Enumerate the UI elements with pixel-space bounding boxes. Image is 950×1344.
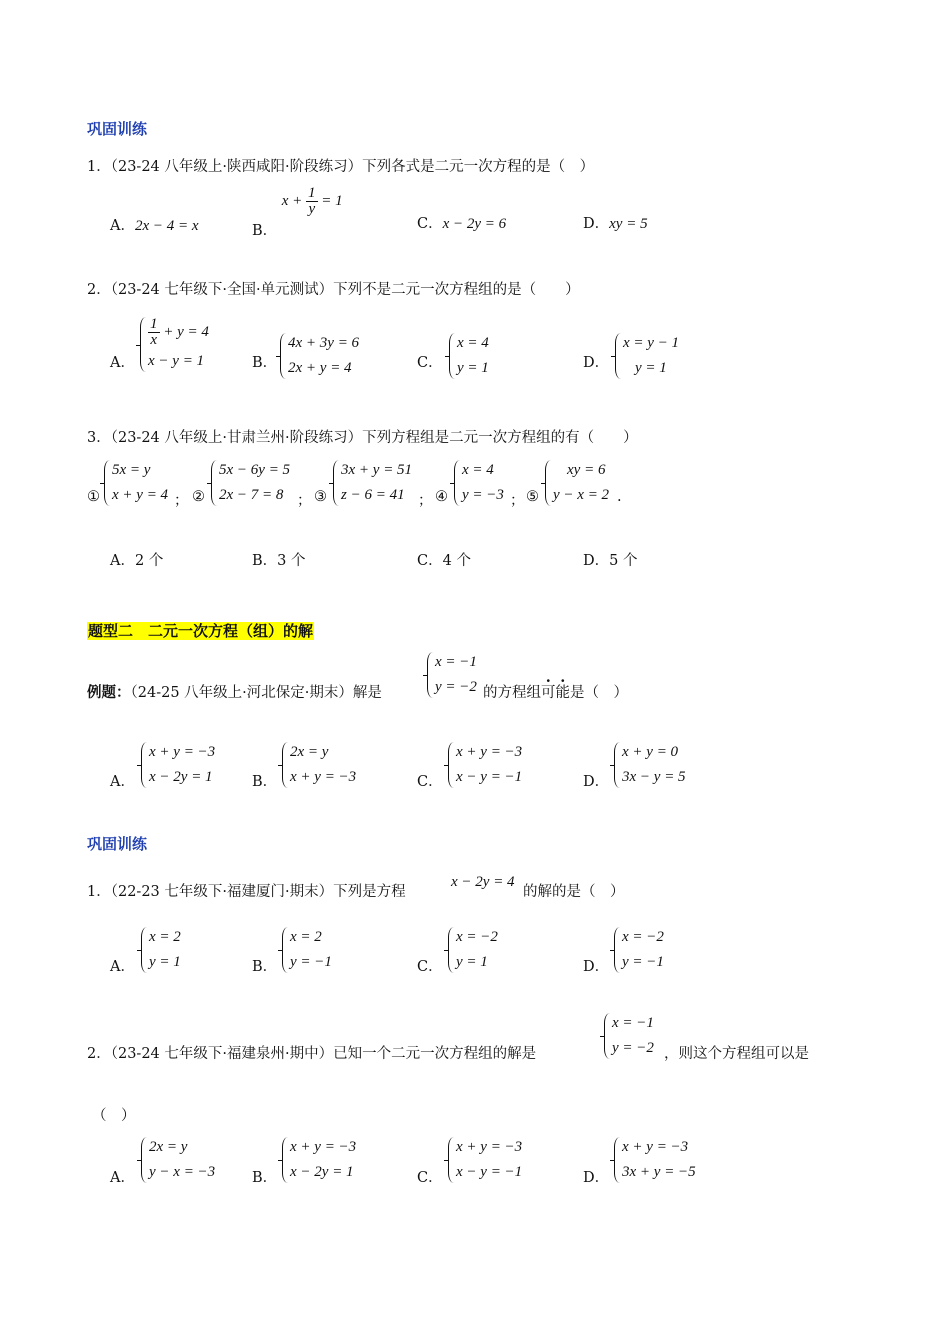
option-letter: D． <box>583 553 610 569</box>
solution-system <box>604 1011 654 1061</box>
question-1-stem <box>87 155 594 176</box>
equation-system <box>614 925 664 975</box>
separator: ； <box>510 493 525 509</box>
equation-system <box>614 1135 696 1185</box>
question-number: 2． <box>87 1046 111 1062</box>
equation-line: x − y = −1 <box>456 769 523 785</box>
option-text: 4 个 <box>442 553 471 569</box>
option-d[interactable] <box>583 955 609 976</box>
option-letter: C． <box>417 959 443 975</box>
equation-line: x = 2 <box>290 929 322 945</box>
brace-icon <box>454 460 461 506</box>
option-d[interactable] <box>583 1166 609 1187</box>
question-text: （23-24 七年级下·福建泉州·期中）已知一个二元一次方程组的解是 <box>110 1046 537 1062</box>
question-text: （22-23 七年级下·福建厦门·期末）下列是方程 <box>110 884 406 900</box>
equation-line: y − x = 2 <box>553 487 610 503</box>
equation-line: y = −1 <box>290 954 332 970</box>
brace-icon <box>282 927 289 973</box>
system-mark-2: ② <box>192 489 205 505</box>
equation-line: y = 1 <box>635 360 667 376</box>
separator: ； <box>418 493 433 509</box>
section-heading-practice-2: 巩固训练 <box>87 835 148 853</box>
fraction-denominator: x <box>150 332 158 349</box>
question-text: （23-24 七年级下·全国·单元测试）下列不是二元一次方程组的是（ ） <box>110 282 580 298</box>
equation-system <box>141 1135 215 1185</box>
section-heading-type-2 <box>87 620 314 641</box>
option-letter: D． <box>583 774 610 790</box>
equation-line: x + y = 4 <box>112 487 169 503</box>
system-mark-1: ① <box>87 489 100 505</box>
option-c[interactable] <box>417 955 443 976</box>
fraction <box>148 317 160 348</box>
option-d[interactable] <box>583 212 648 233</box>
brace-icon <box>448 927 455 973</box>
option-letter: A． <box>110 355 135 371</box>
option-a[interactable] <box>110 549 163 570</box>
equation-line: x − y = −1 <box>456 1164 523 1180</box>
equation-line: 2x + y = 4 <box>288 360 352 376</box>
option-a[interactable] <box>110 1166 135 1187</box>
equation-line: x = −1 <box>612 1015 654 1031</box>
system-mark-4: ④ <box>435 489 448 505</box>
system-mark-3: ③ <box>314 489 327 505</box>
equation-line: x + y = −3 <box>456 1139 523 1155</box>
fraction <box>306 186 318 217</box>
option-a[interactable] <box>110 955 135 976</box>
equation-line: 5x − 6y = 5 <box>219 462 291 478</box>
equation-inline: x − 2y = 4 <box>451 874 515 890</box>
option-letter: B． <box>252 774 278 790</box>
equation-line: y = −2 <box>435 679 477 695</box>
option-letter: C． <box>417 216 443 232</box>
equation-system <box>448 925 498 975</box>
option-letter: B． <box>252 553 278 569</box>
option-b[interactable] <box>252 185 343 239</box>
brace-icon <box>615 333 622 379</box>
equation-line: 2x = y <box>149 1139 188 1155</box>
option-expression <box>281 185 343 217</box>
brace-icon <box>427 652 434 698</box>
option-letter: A． <box>110 1170 135 1186</box>
brace-icon <box>614 742 621 788</box>
brace-icon <box>614 1137 621 1183</box>
example-stem-continued <box>483 681 628 702</box>
question-text-continued: ，则这个方程组可以是 <box>664 1046 809 1062</box>
example-stem <box>87 681 382 702</box>
equation-line: y = 1 <box>456 954 488 970</box>
equation-system <box>211 458 290 508</box>
brace-icon <box>604 1013 611 1059</box>
equation-line: z − 6 = 41 <box>341 487 405 503</box>
equation-system <box>141 740 215 790</box>
question-number: 2． <box>87 282 111 298</box>
option-expression: xy = 5 <box>609 216 648 232</box>
equation-line: y = −1 <box>622 954 664 970</box>
brace-icon <box>333 460 340 506</box>
equation-system <box>448 1135 522 1185</box>
question-1-stem <box>87 880 406 901</box>
question-text: （24-25 八年级上·河北保定·期末）解是 <box>130 685 382 701</box>
option-c[interactable] <box>417 770 443 791</box>
option-letter: A． <box>110 218 135 234</box>
question-text: （23-24 八年级上·甘肃兰州·阶段练习）下列方程组是二元一次方程组的有（ ） <box>110 430 638 446</box>
separator: ； <box>174 493 189 509</box>
equation-line: x − 2y = 1 <box>149 769 213 785</box>
option-d[interactable] <box>583 351 609 372</box>
option-letter: A． <box>110 959 135 975</box>
equation-system <box>615 331 679 381</box>
fraction-denominator: y <box>308 201 316 217</box>
option-b[interactable] <box>252 1166 277 1187</box>
brace-icon <box>140 317 147 372</box>
option-text: 3 个 <box>277 553 306 569</box>
equation-line: 5x = y <box>112 462 151 478</box>
equation-system <box>282 925 332 975</box>
option-letter: D． <box>583 355 610 371</box>
equation-line: x + y = 0 <box>622 744 679 760</box>
option-letter: C． <box>417 355 443 371</box>
option-letter: D． <box>583 216 610 232</box>
section-title: 题型二 二元一次方程（组）的解 <box>88 622 314 640</box>
section-heading-practice-1: 巩固训练 <box>87 120 148 138</box>
brace-icon <box>141 1137 148 1183</box>
question-text: （23-24 八年级上·陕西咸阳·阶段练习）下列各式是二元一次方程的是（ ） <box>110 159 595 175</box>
question-2-stem <box>87 1042 536 1063</box>
equation-system <box>282 1135 356 1185</box>
equation-line: 2x = y <box>290 744 329 760</box>
equation-system <box>614 740 686 790</box>
separator: . <box>617 489 622 505</box>
equation-line: 3x − y = 5 <box>622 769 686 785</box>
equation-line: y = −2 <box>612 1040 654 1056</box>
equation-line: x + y = −3 <box>456 744 523 760</box>
emphasis-char: 能 <box>555 685 570 701</box>
equation-line: x + y = −3 <box>622 1139 689 1155</box>
expr-part: x + <box>281 192 303 209</box>
option-letter: B． <box>252 959 278 975</box>
equation-line: 4x + 3y = 6 <box>288 335 360 351</box>
equation-system <box>282 740 356 790</box>
solution-system <box>427 650 477 700</box>
option-letter: B． <box>252 1170 278 1186</box>
option-letter: B． <box>252 222 278 239</box>
brace-icon <box>614 927 621 973</box>
separator: ； <box>297 493 312 509</box>
equation-line: x + y = −3 <box>149 744 216 760</box>
option-d[interactable] <box>583 770 609 791</box>
option-letter: C． <box>417 774 443 790</box>
equation-line: x + y = −3 <box>290 769 357 785</box>
brace-icon <box>104 460 111 506</box>
question-2-stem <box>87 278 580 299</box>
equation-line: 3x + y = −5 <box>622 1164 696 1180</box>
brace-icon <box>545 460 552 506</box>
option-d[interactable] <box>583 549 637 570</box>
option-letter: A． <box>110 553 135 569</box>
option-a[interactable] <box>110 351 135 372</box>
example-label: 例题： <box>87 685 131 701</box>
fraction-numerator: 1 <box>308 185 316 201</box>
option-a[interactable] <box>110 214 199 235</box>
system-mark-5: ⑤ <box>526 489 539 505</box>
fraction-numerator: 1 <box>150 316 158 333</box>
brace-icon <box>211 460 218 506</box>
equation-system <box>104 458 168 508</box>
question-number: 3． <box>87 430 111 446</box>
brace-icon <box>280 333 287 379</box>
equation-line: y = 1 <box>149 954 181 970</box>
equation-line: x = 4 <box>457 335 489 351</box>
equation-system <box>333 458 412 508</box>
option-letter: D． <box>583 1170 610 1186</box>
option-letter: B． <box>252 355 278 371</box>
equation-line: x = y − 1 <box>623 335 680 351</box>
option-letter: A． <box>110 774 135 790</box>
equation-line: x − 2y = 1 <box>290 1164 354 1180</box>
equation-line: x − y = 1 <box>148 353 205 369</box>
option-c[interactable] <box>417 549 471 570</box>
equation-line: x = −1 <box>435 654 477 670</box>
option-c[interactable] <box>417 212 506 233</box>
brace-icon <box>141 742 148 788</box>
question-text: 是（ ） <box>570 685 628 701</box>
equation-line: x = 2 <box>149 929 181 945</box>
equation-line: 2x − 7 = 8 <box>219 487 284 503</box>
equation-line: x = 4 <box>462 462 494 478</box>
equation-system <box>454 458 504 508</box>
equation-line: y = 1 <box>457 360 489 376</box>
option-b[interactable] <box>252 549 306 570</box>
option-text: 2 个 <box>134 553 164 569</box>
brace-icon <box>448 742 455 788</box>
equation-system <box>448 740 522 790</box>
equation-line: x + y = −3 <box>290 1139 357 1155</box>
option-c[interactable] <box>417 351 443 372</box>
equation-system <box>280 331 359 381</box>
brace-icon <box>282 742 289 788</box>
equation-line: xy = 6 <box>567 462 606 478</box>
option-letter: C． <box>417 553 443 569</box>
brace-icon <box>282 1137 289 1183</box>
option-text: 5 个 <box>609 553 638 569</box>
equation-system <box>140 315 209 374</box>
question-3-stem <box>87 426 638 447</box>
question-number: 1． <box>87 159 111 175</box>
option-expression: x − 2y = 6 <box>442 216 507 232</box>
equation-line: + y = 4 <box>163 324 209 340</box>
emphasis-char: 可 <box>541 685 556 701</box>
option-letter: D． <box>583 959 610 975</box>
brace-icon <box>141 927 148 973</box>
equation-system <box>545 458 609 508</box>
brace-icon <box>449 333 456 379</box>
option-b[interactable] <box>252 955 277 976</box>
expr-part: = 1 <box>321 192 343 209</box>
option-b[interactable] <box>252 770 277 791</box>
equation-line: x = −2 <box>622 929 664 945</box>
equation-line: y = −3 <box>462 487 504 503</box>
equation-line: 3x + y = 51 <box>341 462 413 478</box>
equation-system <box>449 331 489 381</box>
option-expression: 2x − 4 = x <box>134 218 199 234</box>
question-number: 1． <box>87 884 111 900</box>
option-b[interactable] <box>252 351 277 372</box>
option-letter: C． <box>417 1170 443 1186</box>
option-c[interactable] <box>417 1166 443 1187</box>
answer-paren: （ ） <box>92 1108 136 1124</box>
equation-line: y − x = −3 <box>149 1164 216 1180</box>
equation-system <box>141 925 181 975</box>
option-a[interactable] <box>110 770 135 791</box>
question-text: 的方程组 <box>483 685 541 701</box>
equation-line: x = −2 <box>456 929 498 945</box>
brace-icon <box>448 1137 455 1183</box>
question-text-continued: 的解的是（ ） <box>523 884 625 900</box>
